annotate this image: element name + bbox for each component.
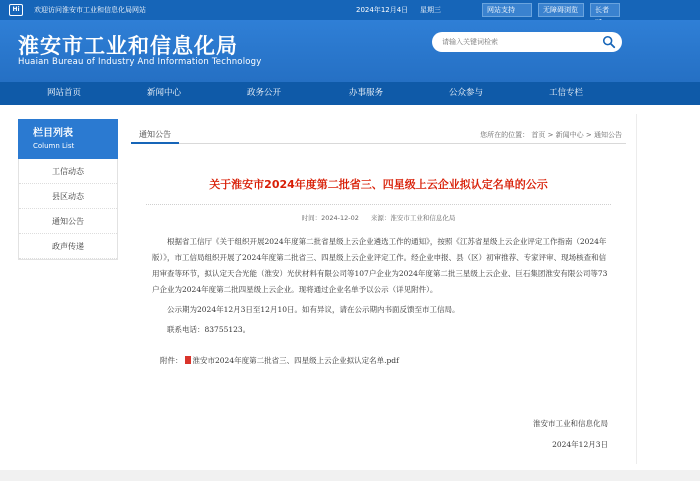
search-input[interactable] — [442, 35, 592, 49]
nav-home[interactable]: 网站首页 — [46, 88, 81, 98]
nav-gov-open[interactable]: 政务公开 — [246, 88, 281, 98]
pdf-icon — [185, 356, 191, 364]
nav-news[interactable]: 新闻中心 — [146, 88, 181, 98]
sidebar-item-policy-voice[interactable]: 政声传递 — [19, 234, 117, 259]
sidebar-item-industry-news[interactable]: 工信动态 — [19, 159, 117, 184]
article-source: 来源：淮安市工业和信息化局 — [370, 214, 456, 222]
search-box — [432, 32, 622, 52]
accessibility-button[interactable]: 无障碍浏览 — [538, 3, 584, 17]
sidebar-list — [18, 159, 118, 260]
top-bar — [0, 0, 700, 20]
article-body — [152, 234, 612, 342]
attachment-link[interactable]: 淮安市2024年度第二批省三、四星级上云企业拟认定名单.pdf — [192, 356, 399, 365]
attachment — [160, 355, 399, 366]
article-title: 关于淮安市2024年度第二批省三、四星级上云企业拟认定名单的公示 — [209, 178, 548, 191]
ipv6-button[interactable]: 网站支持 — [482, 3, 532, 17]
nav-special[interactable]: 工信专栏 — [548, 88, 583, 98]
welcome-text: 欢迎访问淮安市工业和信息化局网站 — [34, 6, 146, 14]
section-tab: 通知公告 — [131, 126, 179, 144]
attachment-label: 附件： — [160, 356, 183, 365]
content-border — [636, 114, 637, 464]
content-header — [131, 124, 626, 144]
divider — [146, 204, 611, 205]
sidebar-title-english: Column List — [33, 142, 75, 150]
nav-services[interactable]: 办事服务 — [348, 88, 383, 98]
elder-mode-button[interactable]: 长者 — [590, 3, 620, 17]
sign-organization: 淮安市工业和信息化局 — [533, 419, 608, 428]
page-footer-strip — [0, 470, 700, 481]
article-meta — [131, 213, 626, 222]
content-area — [131, 124, 626, 144]
breadcrumb[interactable]: 您所在的位置： 首页 > 新闻中心 > 通知公告 — [480, 131, 622, 139]
sidebar-header — [18, 119, 118, 159]
sidebar-item-county-news[interactable]: 县区动态 — [19, 184, 117, 209]
main-nav — [0, 82, 700, 105]
article-paragraph: 联系电话：83755123。 — [167, 325, 251, 334]
site-header — [0, 20, 700, 82]
article-paragraph: 根据省工信厅《关于组织开展2024年度第二批省星级上云企业遴选工作的通知》，按照《江苏省星级上云企业评定工作指南（2024年版）》，市工信局组织开展了2024年度第二批省三、四星级上云企业评定工作。经企业申报、县（区）初审推荐、专家评审、现场核查和信用审查等环节，拟认定天合光能（淮安）光伏材料有限公司等107户企业为2024年度第二批三星级上云企业、巨石集团淮安有限公司等73户企业为2024年度第二批四星级上云企业。现将通过企业名单予以公示（详见附件）。 — [152, 237, 608, 294]
current-date: 2024年12月4日 — [356, 6, 409, 14]
article-paragraph: 公示期为2024年12月3日至12月10日。如有异议，请在公示期内书面反馈至市工信局。 — [167, 305, 460, 314]
sidebar-item-notices[interactable]: 通知公告 — [19, 209, 117, 234]
publish-time: 时间：2024-12-02 — [301, 214, 359, 222]
site-logo-icon: Hi — [9, 4, 23, 16]
sign-date: 2024年12月3日 — [552, 440, 608, 449]
sidebar — [18, 119, 118, 260]
signature — [533, 418, 608, 460]
site-title[interactable]: 淮安市工业和信息化局 — [18, 34, 238, 58]
site-title-english: Huaian Bureau of Industry And Information Technology — [18, 57, 262, 67]
nav-participation[interactable]: 公众参与 — [448, 88, 483, 98]
current-weekday: 星期三 — [420, 6, 441, 14]
sidebar-title: 栏目列表 — [33, 128, 73, 139]
search-icon[interactable] — [602, 35, 616, 49]
